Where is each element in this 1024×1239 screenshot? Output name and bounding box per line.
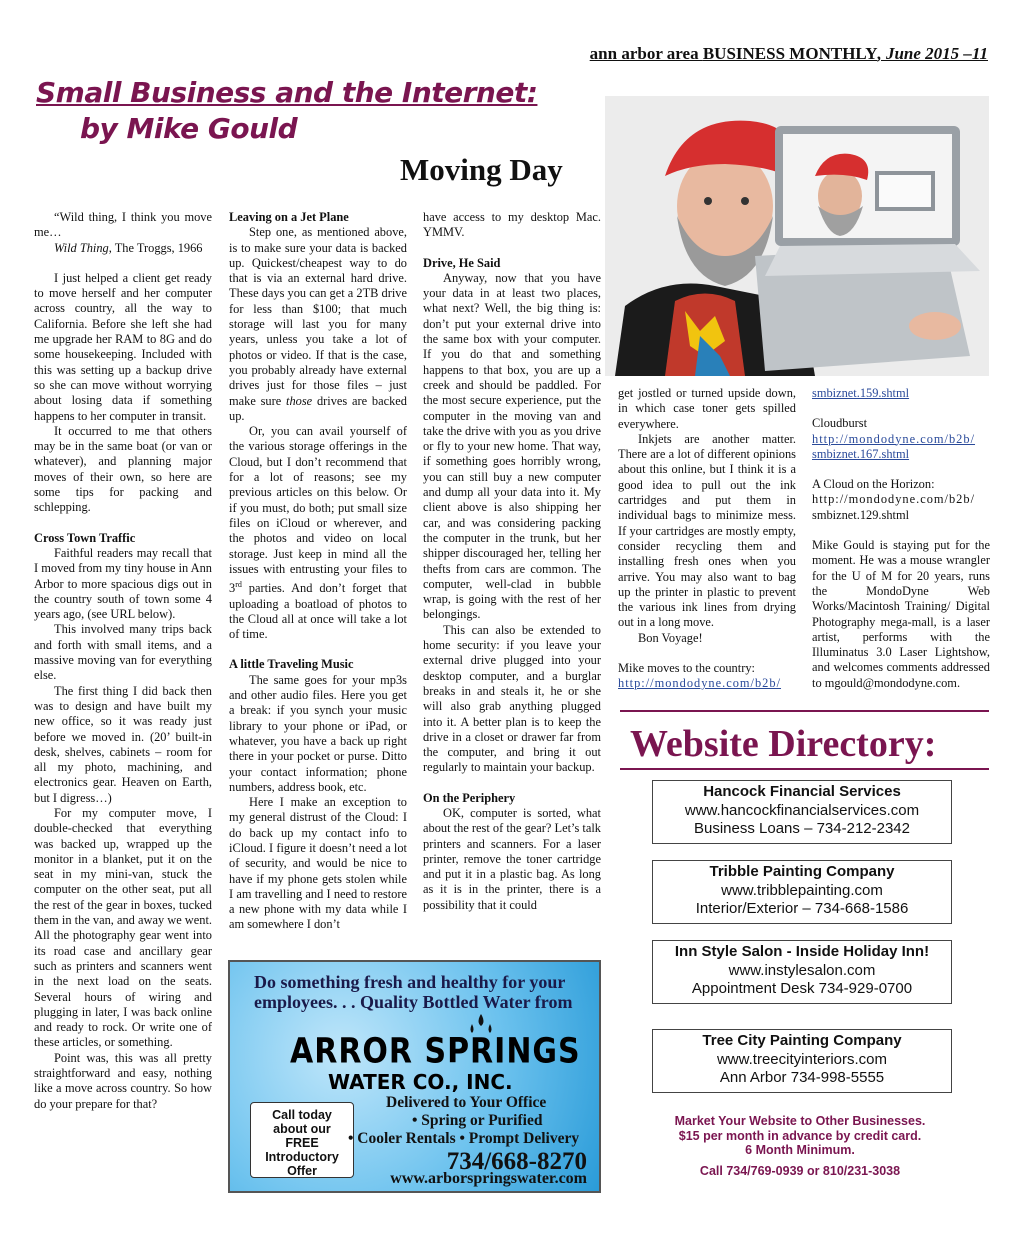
directory-rule-top bbox=[620, 710, 989, 712]
ad-offer-line: FREE bbox=[285, 1136, 319, 1150]
paragraph: Faithful readers may recall that I moved from my tiny house in Ann Arbor to more spacious digs out in the country south of town some 4 years ago, (see URL below). bbox=[34, 545, 212, 622]
url-link[interactable]: http://mondodyne.com/b2b/ bbox=[812, 431, 976, 446]
ad-tagline-1: Do something fresh and healthy for your bbox=[254, 972, 566, 992]
directory-entry-name: Tribble Painting Company bbox=[709, 863, 895, 880]
paragraph: have access to my desktop Mac. YMMV. bbox=[423, 210, 601, 240]
article-column-1 bbox=[34, 210, 212, 1112]
epigraph-line: “Wild thing, I think you move me… bbox=[34, 210, 212, 240]
directory-entry-name: Inn Style Salon - Inside Holiday Inn! bbox=[674, 943, 930, 960]
ad-offer-line: Offer bbox=[287, 1164, 317, 1178]
paragraph: Inkjets are another matter. There are a lot of different opinions about this online, but I think it is a good idea to pull out the ink cartridges and put them in individual bags to minimize mess. If your cartridges are mostly empty, consider recycling them and installing fresh ones when you arrive. You may also want to bag up the printer in plastic to prevent the various ink lines from drying out in a long move. bbox=[618, 431, 796, 630]
article-column-2 bbox=[229, 210, 407, 933]
arbor-springs-ad bbox=[228, 960, 601, 1193]
directory-entry bbox=[652, 1029, 952, 1093]
subheading: Drive, He Said bbox=[423, 255, 501, 270]
masthead-pre: ann arbor area bbox=[589, 44, 703, 63]
subheading: Cross Town Traffic bbox=[34, 530, 136, 545]
paragraph: get jostled or turned upside down, in which case toner gets spilled everywhere. bbox=[618, 386, 796, 431]
promo-line: 6 Month Minimum. bbox=[745, 1143, 855, 1157]
masthead-issue: , June 2015 –11 bbox=[877, 44, 988, 63]
paragraph bbox=[229, 225, 407, 424]
author-bio: Mike Gould is staying put for the moment. He was a mouse wrangler for the U of M for 20 years, runs the MondoDyne Web Works/Macintosh Training/ Digital Photography mega-mall, is a laser artist, performs with the Illuminatus 3.0 Laser Lightshow, and welcomes comments addressed to mgould@mondodyne.com. bbox=[812, 538, 990, 690]
article-column-3 bbox=[423, 210, 601, 913]
ad-offer-line: Introductory bbox=[265, 1150, 339, 1164]
ad-tagline-2: employees. . . Quality Bottled Water from bbox=[254, 992, 573, 1012]
paragraph: OK, computer is sorted, what about the rest of the gear? Let’s talk printers and scanners. For a laser printer, remove the toner cartridge and put it in a plastic bag. As long as it is in the printer, there is a possibility that it could bbox=[423, 805, 601, 912]
directory-entry bbox=[652, 940, 952, 1004]
paragraph: I just helped a client get ready to move herself and her computer across country, all the way to California. Before she left she had me upgrade her RAM to 8G and do some housekeeping. Included with this was setting up a backup drive so she can move without worrying about losing data if something happens to her computer in transit. bbox=[34, 270, 212, 423]
paragraph: Here I make an exception to my general distrust of the Cloud: I do back up my contact info to iCloud. I figure it doesn’t need a lot of security, and would be nice to have if my phone gets stolen while I am travelling and I need to restore a new phone with my data while I am somewhere I don’t bbox=[229, 795, 407, 932]
directory-promo bbox=[640, 1114, 960, 1178]
paragraph-text: drives are backed up. bbox=[229, 393, 407, 423]
epigraph-source bbox=[34, 241, 212, 256]
superscript: rd bbox=[235, 580, 242, 590]
masthead-brand: BUSINESS MONTHLY bbox=[702, 44, 878, 63]
ad-service: Delivered to Your Office bbox=[386, 1094, 547, 1111]
promo-line: Market Your Website to Other Businesses. bbox=[674, 1114, 926, 1128]
directory-title: Website Directory: bbox=[630, 723, 937, 765]
paragraph: This involved many trips back and forth with small items, and a massive moving van for everything else. bbox=[34, 622, 212, 683]
paragraph-text: Or, you can avail yourself of the various storage offerings in the Cloud, but I don’t recommend that for a lot of reasons; see my previous articles on this below. Or if you must, do both; put small size files on iCloud or wherever, and the photos and video on local storage. Just keep in mind all the issues with entrusting your files to 3 bbox=[229, 424, 407, 596]
ad-offer-line: Call today bbox=[272, 1108, 332, 1122]
epigraph-artist: , The Troggs, 1966 bbox=[108, 240, 203, 255]
directory-entry-info: Interior/Exterior – 734-668-1586 bbox=[695, 900, 909, 917]
article-column-5 bbox=[812, 386, 990, 691]
ad-phone: 734/668-8270 bbox=[446, 1148, 587, 1175]
subheading: A little Traveling Music bbox=[229, 657, 354, 672]
url-link[interactable]: smbiznet.167.shtml bbox=[812, 446, 910, 461]
paragraph-text: parties. And don’t forget that uploading a boatload of photos to the Cloud all at once will take a lot of time. bbox=[229, 581, 407, 642]
paragraph bbox=[229, 424, 407, 642]
link-title: A Cloud on the Horizon: bbox=[812, 477, 935, 492]
promo-phone: Call 734/769-0939 or 810/231-3038 bbox=[699, 1163, 901, 1178]
subheading: On the Periphery bbox=[423, 790, 516, 805]
ad-service: • Spring or Purified bbox=[412, 1112, 543, 1129]
directory-entry bbox=[652, 860, 952, 924]
promo-line: $15 per month in advance by credit card. bbox=[678, 1128, 922, 1143]
directory-entry-info: Appointment Desk 734-929-0700 bbox=[691, 980, 913, 997]
paragraph: Bon Voyage! bbox=[638, 630, 703, 645]
paragraph: Point was, this was all pretty straightforward and easy, nothing like a move across country. So how do your prepare for that? bbox=[34, 1050, 212, 1111]
ad-brand-company: WATER CO., INC. bbox=[328, 1070, 513, 1094]
directory-entry-url[interactable]: www.instylesalon.com bbox=[728, 961, 876, 979]
directory-rule-bottom bbox=[620, 768, 989, 770]
url-link[interactable]: http://mondodyne.com/b2b/ bbox=[618, 676, 782, 691]
column-byline: by Mike Gould bbox=[80, 112, 298, 145]
paragraph: For my computer move, I double-checked that everything was backed up, wrapped up the monitor in a blanket, put it on the seat in my mini-van, stuck the computer on the other seat, put all the rest of the gear in boxes, tucked them in the van, and away we went. All the photography gear went into its road case and ancillary gear such as printers and scanners went in the next load on the seats. Several hours of wiring and plugging in later, I was back online and ready to rock. Or write one of these articles, or something. bbox=[34, 805, 212, 1050]
url-text: smbiznet.129.shtml bbox=[812, 507, 910, 522]
epigraph-song: Wild Thing bbox=[54, 240, 109, 255]
ad-brand-name: ARROR SPRINGS bbox=[290, 1031, 581, 1072]
link-title: Cloudburst bbox=[812, 416, 868, 431]
directory-entry-url[interactable]: www.tribblepainting.com bbox=[721, 881, 883, 899]
paragraph: It occurred to me that others may be in the same boat (or van or whatever), and planning major moves of their own, so here are some tips for packing and schlepping. bbox=[34, 423, 212, 515]
paragraph: Mike moves to the country: bbox=[618, 661, 755, 676]
directory-entry-info: Ann Arbor 734-998-5555 bbox=[719, 1069, 885, 1086]
masthead bbox=[590, 44, 988, 64]
author-photo-illustration bbox=[605, 96, 989, 376]
paragraph: Anyway, now that you have your data in at least two places, what next? Well, the big thing is: don’t put your external drive into the same box with your computer. If you do that and something happens to that box, you are up a creek and should be paddled. For the most secure experience, put the computer in the moving van and take the drive with you as you drive or fly to your new home. That way, if something goes horribly wrong, you can still buy a new computer and dump all your data into it. My client above is also shipping her car, and was considering packing the computer in the trunk, but her shipper discouraged her, telling her thefts from cars are common. The computer, well-clad in bubble wrap, is going with the rest of her belongings. bbox=[423, 270, 601, 622]
url-link[interactable]: smbiznet.159.shtml bbox=[812, 386, 910, 400]
directory-entry bbox=[652, 780, 952, 844]
directory-entry-name: Hancock Financial Services bbox=[703, 783, 901, 800]
directory-entry-url[interactable]: www.hancockfinancialservices.com bbox=[684, 801, 920, 819]
paragraph-text: Step one, as mentioned above, is to make sure your data is backed up. Quickest/cheapest way to do that is via an external hard drive. These days you can get a 2TB drive for less than $100; that much storage will last you for many years, unless you take a lot of photos or video. If that is the case, you probably already have external drives just for those files – just make sure bbox=[229, 225, 407, 408]
directory-entry-url[interactable]: www.treecityinteriors.com bbox=[716, 1050, 888, 1068]
directory-entry-name: Tree City Painting Company bbox=[702, 1032, 902, 1049]
column-title: Small Business and the Internet: bbox=[36, 76, 538, 109]
subheading: Leaving on a Jet Plane bbox=[229, 210, 349, 224]
paragraph: This can also be extended to home security: if you leave your external drive plugged into your desktop computer, and a burglar breaks in and steals it, he or she will also grab anything plugged into it. A better plan is to keep the drive in a closet or drawer far from the computer, and bring it out regularly to maintain your backup. bbox=[423, 622, 601, 775]
emphasis: those bbox=[286, 393, 313, 408]
directory-entry-info: Business Loans – 734-212-2342 bbox=[694, 820, 910, 837]
ad-offer-line: about our bbox=[273, 1122, 331, 1136]
paragraph: The same goes for your mp3s and other audio files. Here you get a break: if you synch your music library to your phone or iPad, or whatever, you have a back up right there in your pocket or purse. Ditto your contact information; phone numbers, address book, etc. bbox=[229, 672, 407, 794]
headline: Moving Day bbox=[400, 152, 563, 187]
ad-service: • Cooler Rentals • Prompt Delivery bbox=[348, 1130, 580, 1147]
article-column-4 bbox=[618, 386, 796, 692]
author-photo bbox=[605, 96, 989, 376]
ad-offer-box bbox=[250, 1102, 354, 1178]
paragraph: The first thing I did back then was to design and have built my new office, so it was ready just before we moved in. (20’ built-in desk, shelves, cabinets – room for all my photo, machining, and electronics gear. Heaven on Earth, but I digress…) bbox=[34, 683, 212, 805]
ad-website: www.arborspringswater.com bbox=[390, 1170, 587, 1187]
url-text: http://mondodyne.com/b2b/ bbox=[812, 492, 976, 507]
